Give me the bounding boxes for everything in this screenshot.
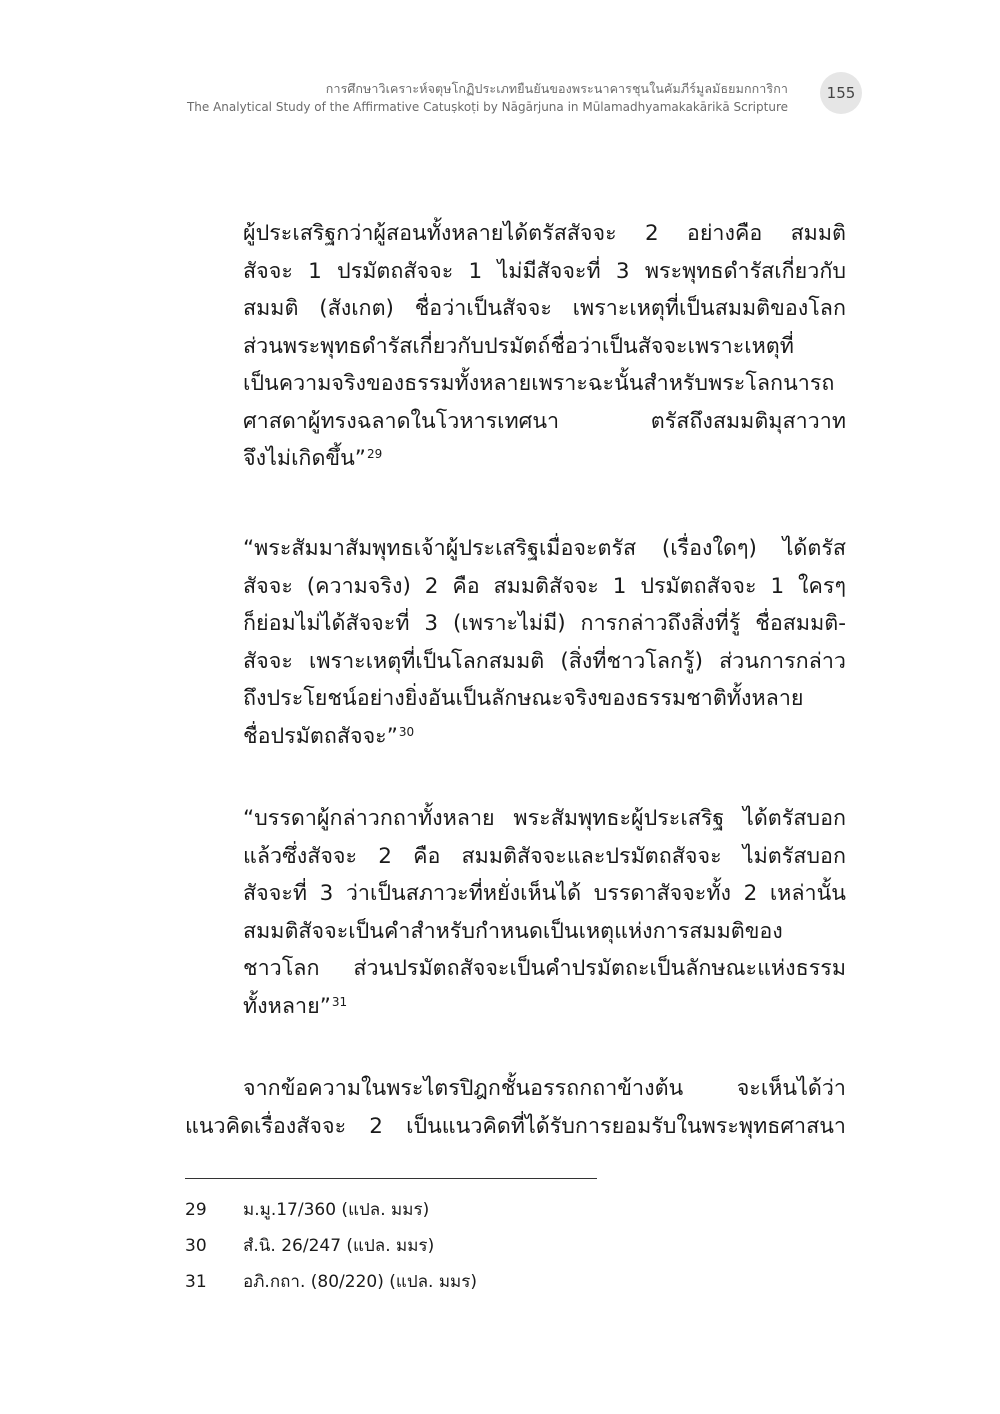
quote-line-last xyxy=(243,440,846,478)
footnote-text: สํ.นิ. 26/247 (แปล. มมร) xyxy=(243,1236,435,1256)
quote-line-text: ชื่อปรมัตถสัจจะ” xyxy=(243,723,398,749)
quote-line: ชาวโลก ส่วนปรมัตถสัจจะเป็นคำปรมัตถะเป็นลักษณะแห่งธรรม xyxy=(243,956,846,981)
quote-line: เป็นความจริงของธรรมทั้งหลายเพราะฉะนั้นสำหรับพระโลกนารถ xyxy=(243,371,835,396)
quote-line: สัจจะ (ความจริง) 2 คือ สมมติสัจจะ 1 ปรมัตถสัจจะ 1 ใครๆ xyxy=(243,573,846,599)
conclusion-paragraph xyxy=(185,1070,846,1145)
footnote-number: 29 xyxy=(185,1200,207,1220)
quote-line: สัจจะ เพราะเหตุที่เป็นโลกสมมติ (สิ่งที่ชาวโลกรู้) ส่วนการกล่าว xyxy=(243,648,846,674)
footnote-item xyxy=(185,1264,477,1300)
header-title-english: The Analytical Study of the Affirmative Catuṣkoṭi by Nāgārjuna in Mūlamadhyamakakārikā Scripture xyxy=(186,100,788,114)
paragraph-line: จากข้อความในพระไตรปิฎกชั้นอรรถกถาข้างต้น จะเห็นได้ว่า xyxy=(243,1076,846,1101)
header-title-thai: การศึกษาวิเคราะห์จตุษโกฏิประเภทยืนยันของพระนาคารชุนในคัมภีร์มูลมัธยมกการิกา xyxy=(325,81,788,96)
footnote-number: 31 xyxy=(185,1272,207,1292)
quote-line: สัจจะ 1 ปรมัตถสัจจะ 1 ไม่มีสัจจะที่ 3 พระพุทธดำรัสเกี่ยวกับ xyxy=(243,258,846,284)
quote-line-last xyxy=(243,718,846,756)
quote-line-text: จึงไม่เกิดขึ้น” xyxy=(243,446,366,471)
quote-line: สมมติสัจจะเป็นคำสำหรับกำหนดเป็นเหตุแห่งการสมมติของ xyxy=(243,918,783,944)
footnote-text: ม.มู.17/360 (แปล. มมร) xyxy=(243,1200,430,1220)
quote-line: แล้วซึ่งสัจจะ 2 คือ สมมติสัจจะและปรมัตถสัจจะ ไม่ตรัสบอก xyxy=(243,843,846,869)
quote-line: ถึงประโยชน์อย่างยิ่งอันเป็นลักษณะจริงของธรรมชาติทั้งหลาย xyxy=(243,686,804,711)
quote-block-2 xyxy=(243,530,846,755)
footnote-text: อภิ.กถา. (80/220) (แปล. มมร) xyxy=(243,1272,478,1292)
quote-line: “บรรดาผู้กล่าวกถาทั้งหลาย พระสัมพุทธะผู้ประเสริฐ ได้ตรัสบอก xyxy=(243,806,846,831)
footnote-item xyxy=(185,1228,477,1264)
paragraph-line: แนวคิดเรื่องสัจจะ 2 เป็นแนวคิดที่ได้รับการยอมรับในพระพุทธศาสนา xyxy=(185,1113,846,1139)
quote-line-last xyxy=(243,988,846,1026)
quote-line: ผู้ประเสริฐกว่าผู้สอนทั้งหลายได้ตรัสสัจจะ 2 อย่างคือ สมมติ xyxy=(243,221,846,246)
quote-block-3 xyxy=(243,800,846,1025)
footnote-item xyxy=(185,1192,477,1228)
quote-line: ก็ย่อมไม่ได้สัจจะที่ 3 (เพราะไม่มี) การกล่าวถึงสิ่งที่รู้ ชื่อสมมติ- xyxy=(243,611,846,636)
quote-line: ส่วนพระพุทธดำรัสเกี่ยวกับปรมัตถ์ชื่อว่าเป็นสัจจะเพราะเหตุที่ xyxy=(243,333,794,359)
quote-line-text: ทั้งหลาย” xyxy=(243,993,331,1019)
footnotes-section xyxy=(185,1192,477,1300)
quote-block-1 xyxy=(243,215,846,478)
footnote-number: 30 xyxy=(185,1236,207,1256)
page-number-badge: 155 xyxy=(820,72,862,114)
quote-line: ศาสดาผู้ทรงฉลาดในโวหารเทศนา ตรัสถึงสมมติมุสาวาท xyxy=(243,408,846,434)
footnote-divider xyxy=(185,1178,597,1179)
running-header xyxy=(187,80,788,116)
footnote-reference[interactable]: 30 xyxy=(398,724,415,739)
quote-line: สัจจะที่ 3 ว่าเป็นสภาวะที่หยั่งเห็นได้ บรรดาสัจจะทั้ง 2 เหล่านั้น xyxy=(243,881,846,906)
quote-line: “พระสัมมาสัมพุทธเจ้าผู้ประเสริฐเมื่อจะตรัส (เรื่องใดๆ) ได้ตรัส xyxy=(243,536,846,561)
footnote-reference[interactable]: 29 xyxy=(366,447,383,461)
footnote-reference[interactable]: 31 xyxy=(331,994,348,1009)
quote-line: สมมติ (สังเกต) ชื่อว่าเป็นสัจจะ เพราะเหตุที่เป็นสมมติของโลก xyxy=(243,296,846,321)
